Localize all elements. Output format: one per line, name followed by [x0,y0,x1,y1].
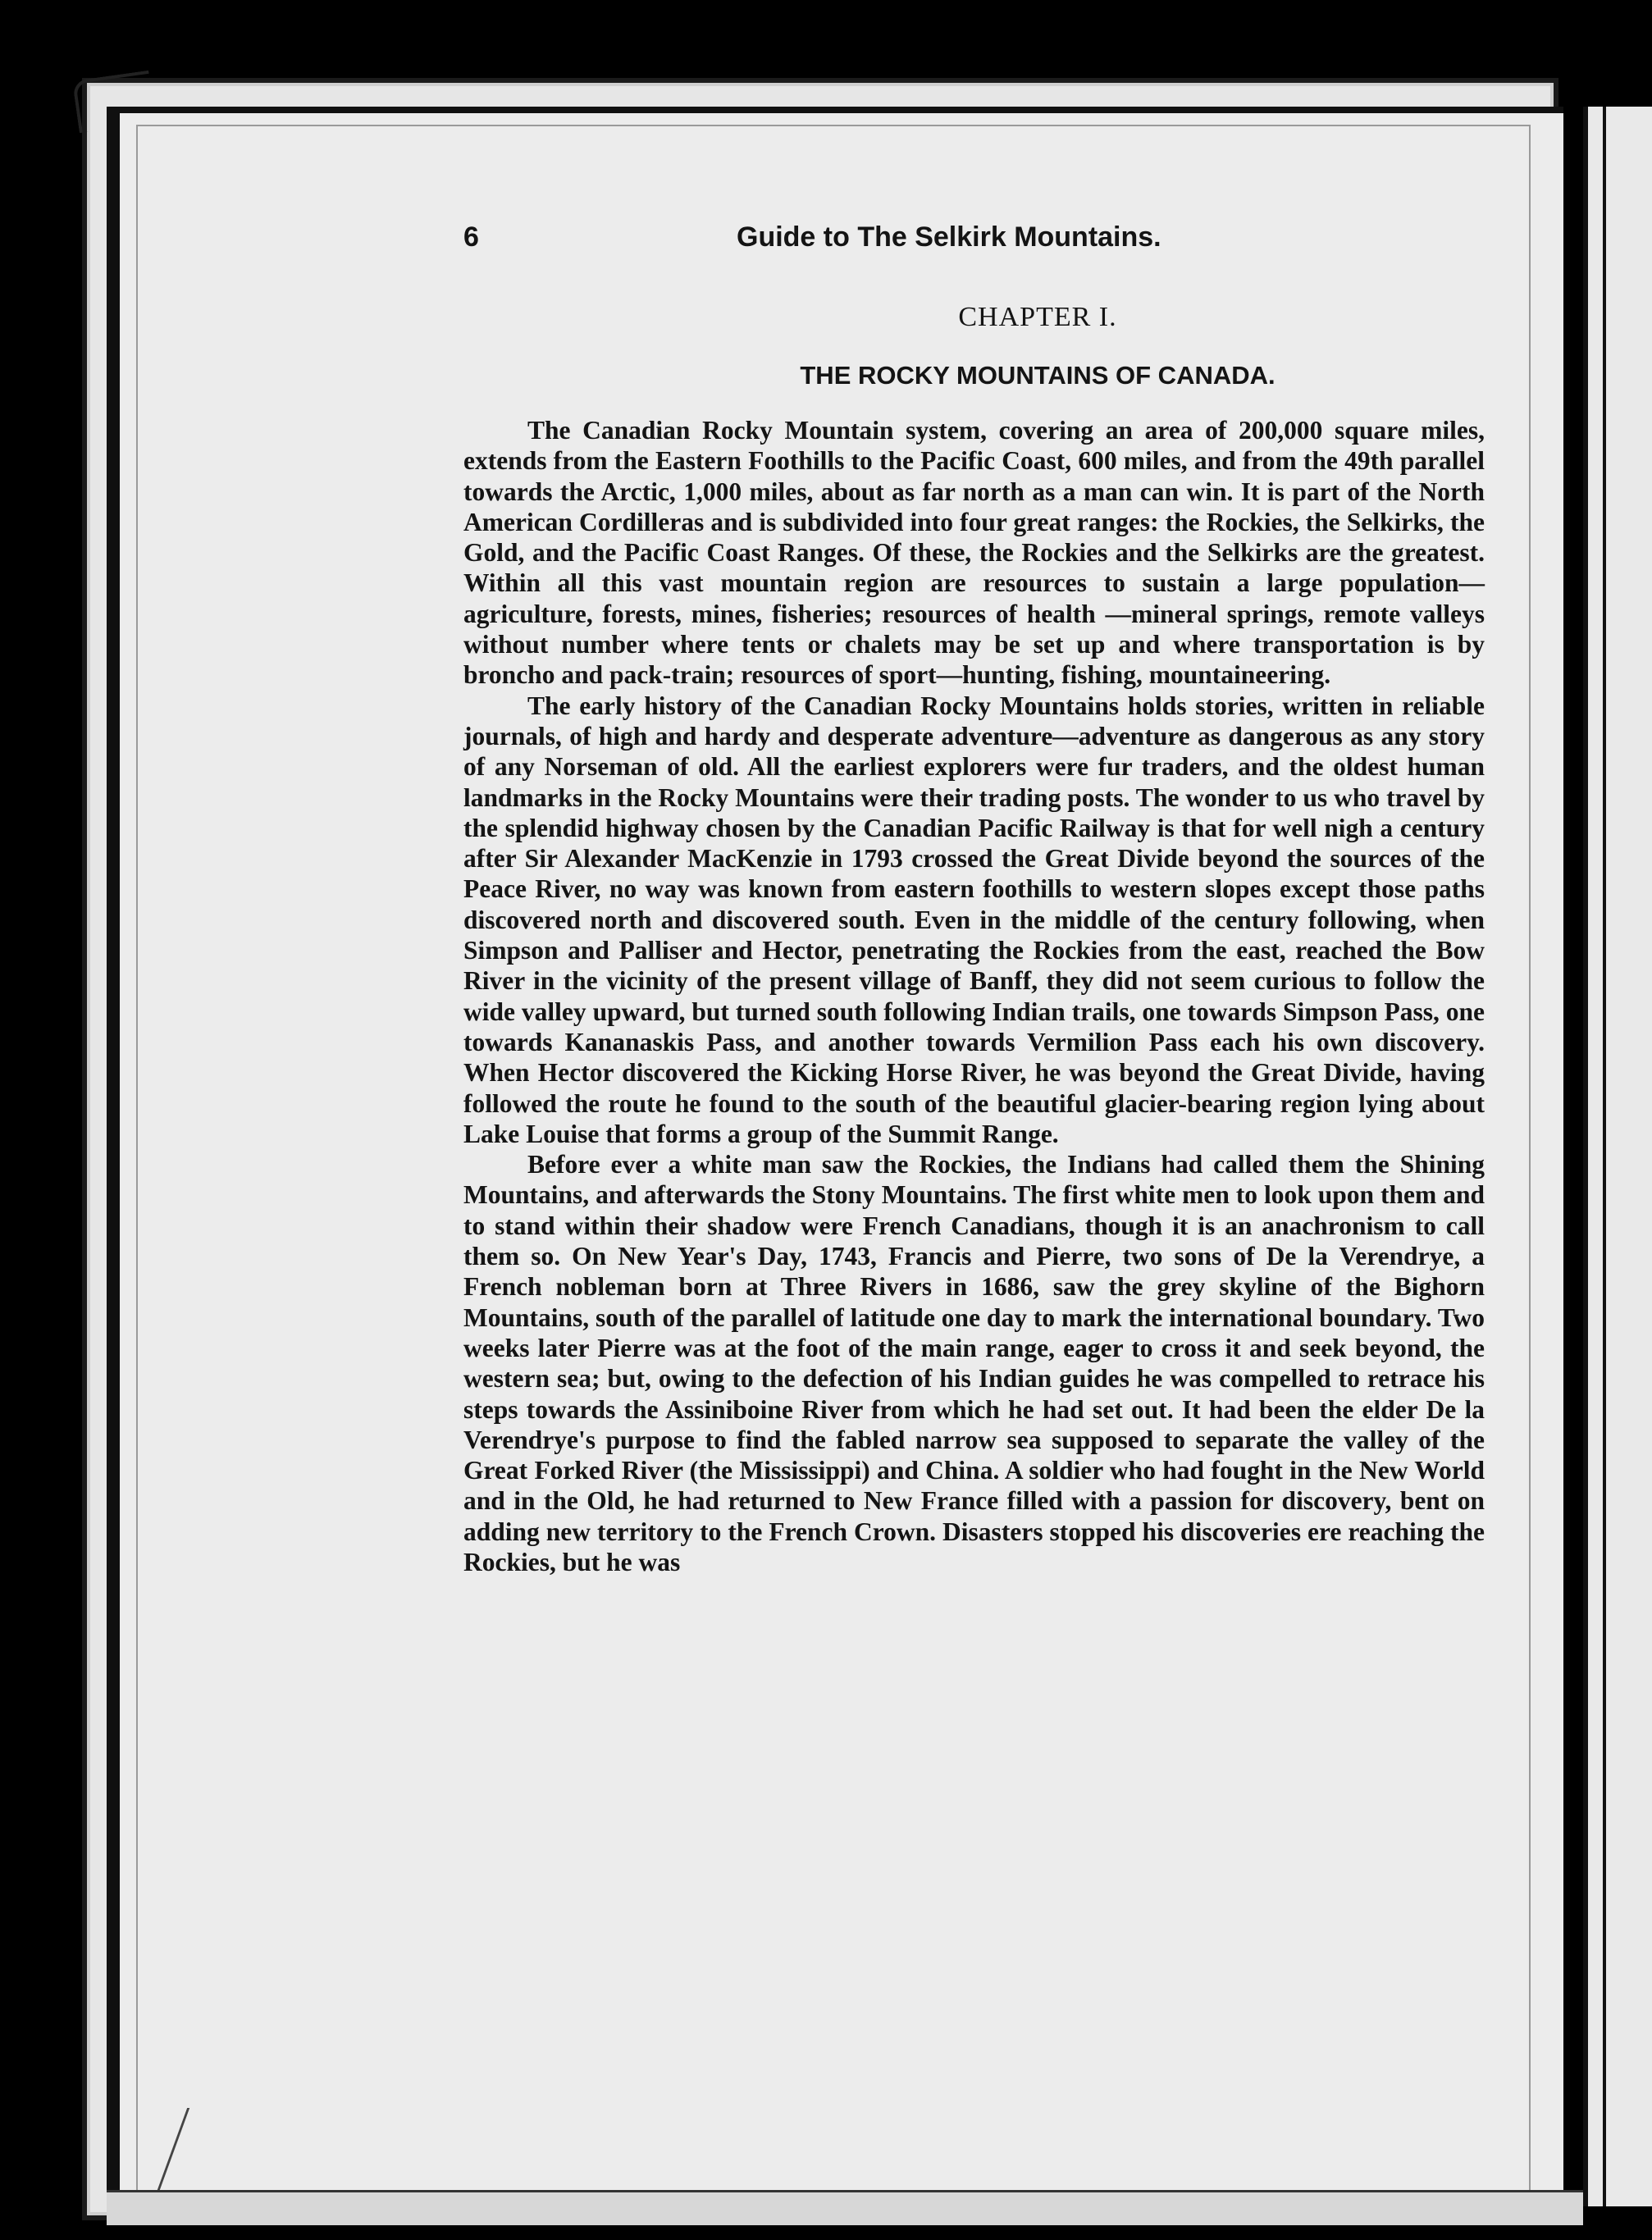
chapter-number: CHAPTER I. [958,302,1117,332]
paragraph: The early history of the Canadian Rocky Mountains holds stories, written in reliable journals, of high and hardy and desperate adventure—adventure as dangerous as any story of any Norseman of old. All the earliest explorers were fur traders, and the oldest human landmarks in the Rocky Mountains were their trading posts. The wonder to us who travel by the splendid highway chosen by the Canadian Pacific Railway is that for well nigh a century after Sir Alexander MacKenzie in 1793 crossed the Great Divide beyond the sources of the Peace River, no way was known from eastern foothills to western slopes except those paths discovered north and discovered south. Even in the middle of the century following, when Simpson and Palliser and Hector, penetrating the Rockies from the east, reached the Bow River in the vicinity of the present village of Banff, they did not seem curious to follow the wide valley upward, but turned south following Indian trails, one towards Simpson Pass, one towards Kananaskis Pass, and another towards Vermilion Pass each his own discovery. When Hector discovered the Kicking Horse River, he was beyond the Great Divide, having followed the route he found to the south of the beautiful glacier-bearing region lying about Lake Louise that forms a group of the Summit Range. [463,691,1485,1148]
paragraph: The Canadian Rocky Mountain system, covering an area of 200,000 square miles, extends from the Eastern Foothills to the Pacific Coast, 600 miles, and from the 49th parallel towards the Arctic, 1,000 miles, about as far north as a man can win. It is part of the North American Cordilleras and is subdivided into four great ranges: the Rockies, the Selkirks, the Gold, and the Pacific Coast Ranges. Of these, the Rockies and the Selkirks are the greatest. Within all this vast mountain region are resources to sustain a large population—agriculture, forests, mines, fisheries; resources of health —mineral springs, remote valleys without number where tents or chalets may be set up and where transportation is by broncho and pack-train; resources of sport—hunting, fishing, mountaineering. [463,416,1485,690]
paragraph: Before ever a white man saw the Rockies, the Indians had called them the Shining Mountains, and afterwards the Stony Mountains. The first white men to look upon them and to stand within their shadow were French Canadians, though it is an anachronism to call them so. On New Year's Day, 1743, Francis and Pierre, two sons of De la Verendrye, a French nobleman born at Three Rivers in 1686, saw the grey skyline of the Bighorn Mountains, south of the parallel of latitude one day to mark the international boundary. Two weeks later Pierre was at the foot of the main range, eager to cross it and seek beyond, the western sea; but, owing to the defection of his Indian guides he was compelled to retrace his steps towards the Assiniboine River from which he had set out. It had been the elder De la Verendrye's purpose to find the fabled narrow sea supposed to separate the valley of the Great Forked River (the Mississippi) and China. A soldier who had fought in the New World and in the Old, he had returned to New France filled with a passion for discovery, bent on adding new territory to the French Crown. Disasters stopped his discoveries ere reaching the Rockies, but he was [463,1150,1485,1576]
chapter-title: THE ROCKY MOUNTAINS OF CANADA. [800,361,1276,390]
page-bottom-fold [107,2190,1583,2225]
running-head [463,221,1485,279]
running-title: Guide to The Selkirk Mountains. [737,221,1161,253]
page-content [463,221,1485,1577]
page-corner-curl-top [72,71,156,133]
body-text [463,415,1485,1577]
page-number: 6 [463,221,479,253]
adjacent-page-edge [1583,107,1652,2206]
